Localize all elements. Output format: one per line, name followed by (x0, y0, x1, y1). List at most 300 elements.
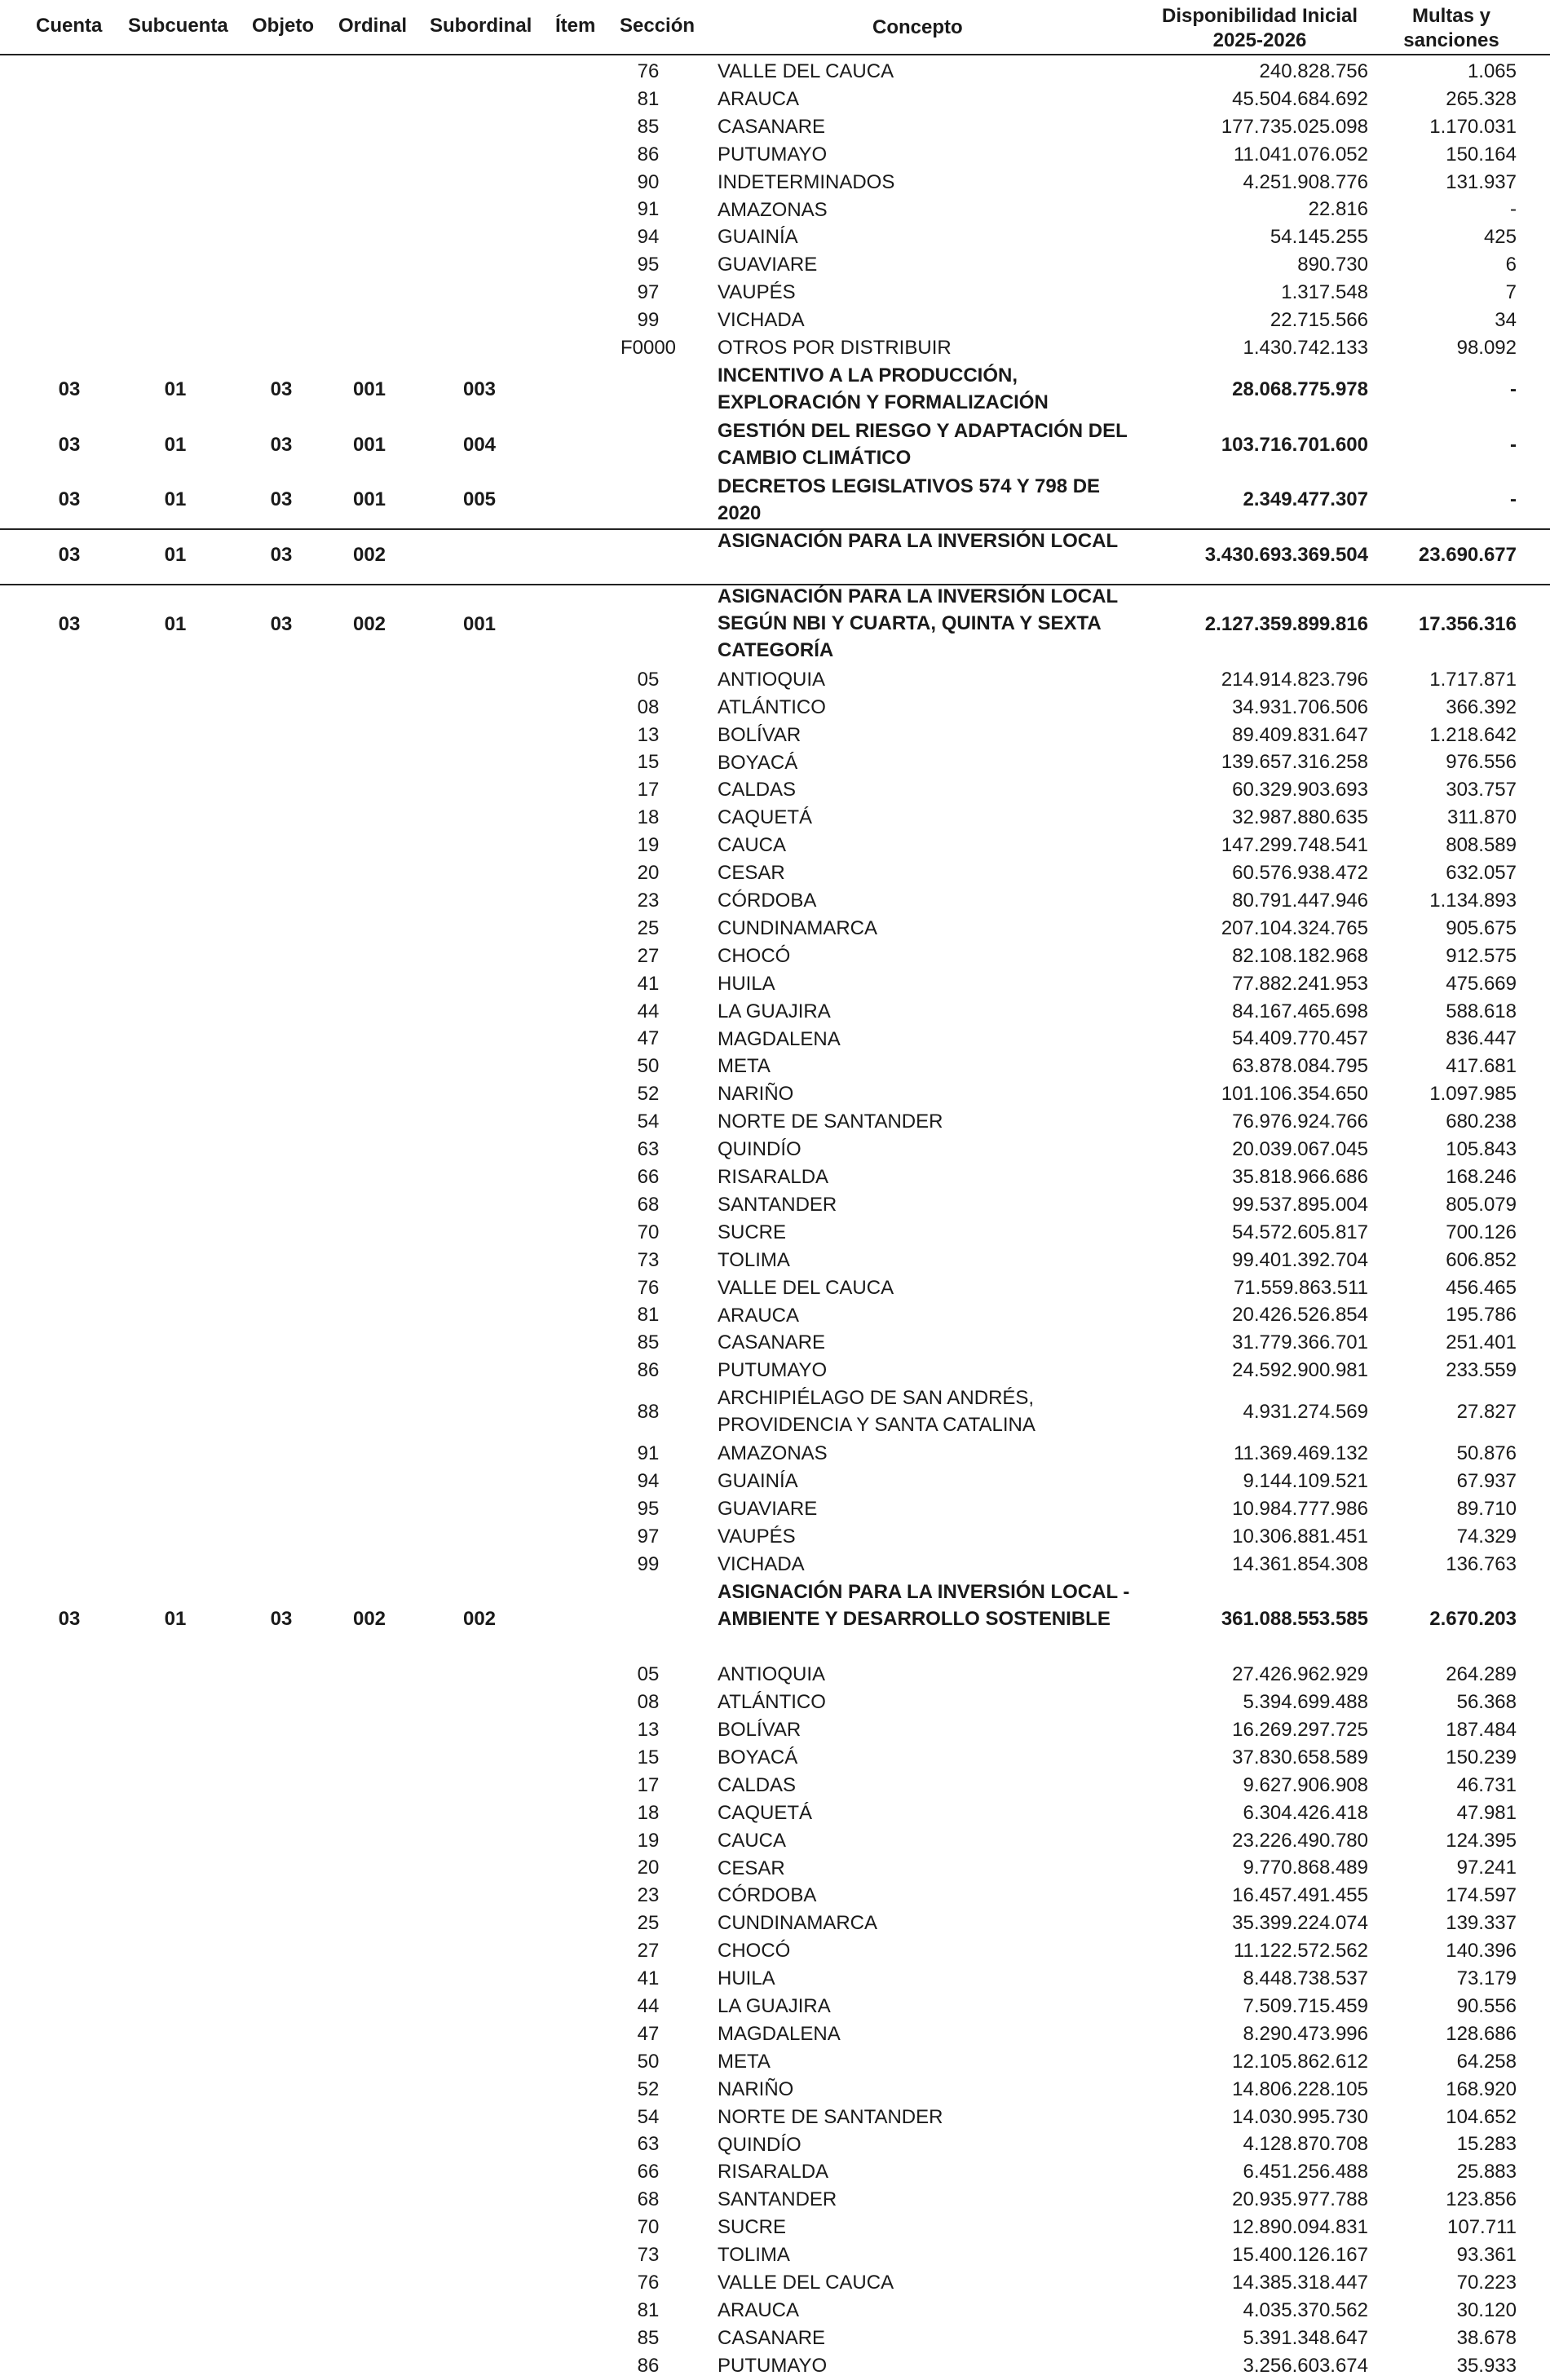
table-row (0, 1164, 1550, 1191)
cell-concepto: RISARALDA (718, 2161, 829, 2184)
cell-concepto: ANTIOQUIA (718, 1663, 826, 1686)
cell-disponibilidad: 4.251.908.776 (1243, 170, 1368, 193)
cell-disponibilidad: 35.818.966.686 (1232, 1165, 1368, 1188)
cell-multas: 7 (1505, 281, 1517, 304)
cell-disponibilidad: 9.144.109.521 (1243, 1469, 1368, 1492)
cell-concepto: OTROS POR DISTRIBUIR (718, 337, 952, 359)
cell-subcuenta: 01 (164, 612, 187, 635)
table-row (0, 334, 1550, 362)
cell-seccion: 08 (637, 1691, 660, 1714)
table-row (0, 2269, 1550, 2297)
cell-disponibilidad: 214.914.823.796 (1221, 668, 1368, 691)
cell-concepto: ARAUCA (718, 87, 800, 110)
cell-multas: 17.356.316 (1418, 612, 1517, 635)
cell-objeto: 03 (270, 433, 293, 456)
header-item: Ítem (555, 15, 596, 37)
cell-multas: 588.618 (1446, 1000, 1517, 1022)
cell-cuenta: 03 (58, 612, 81, 635)
cell-disponibilidad: 24.592.900.981 (1232, 1359, 1368, 1382)
cell-concepto: ASIGNACIÓN PARA LA INVERSIÓN LOCAL SEGÚN NBI Y CUARTA, QUINTA Y SEXTA CATEGORÍA (718, 585, 1118, 662)
cell-disponibilidad: 77.882.241.953 (1232, 972, 1368, 995)
cell-disponibilidad: 147.299.748.541 (1221, 834, 1368, 857)
table-row (0, 1661, 1550, 1689)
cell-subordinal: 003 (462, 378, 497, 400)
cell-seccion: 86 (637, 143, 660, 166)
cell-disponibilidad: 240.828.756 (1259, 60, 1368, 82)
header-ordinal: Ordinal (338, 15, 408, 37)
cell-multas: 93.361 (1456, 2244, 1517, 2267)
cell-disponibilidad: 99.401.392.704 (1232, 1248, 1368, 1271)
table-row (0, 804, 1550, 832)
table-row (0, 887, 1550, 915)
cell-disponibilidad: 22.715.566 (1270, 309, 1368, 332)
cell-multas: 265.328 (1446, 87, 1517, 110)
cell-seccion: 86 (637, 2354, 660, 2377)
cell-seccion: 27 (637, 944, 660, 967)
cell-seccion: 81 (637, 87, 660, 110)
cell-disponibilidad: 8.448.738.537 (1243, 1967, 1368, 1990)
cell-disponibilidad: 35.399.224.074 (1232, 1912, 1368, 1935)
table-row (0, 1108, 1550, 1136)
table-row-heading (0, 1579, 1550, 1662)
cell-seccion: 85 (637, 2326, 660, 2349)
cell-multas: 139.337 (1446, 1912, 1517, 1935)
table-row (0, 666, 1550, 694)
cell-concepto: LA GUAJIRA (718, 1000, 831, 1022)
cell-disponibilidad: 14.030.995.730 (1232, 2105, 1368, 2128)
cell-disponibilidad: 60.329.903.693 (1232, 779, 1368, 801)
cell-disponibilidad: 9.627.906.908 (1243, 1773, 1368, 1796)
cell-concepto: TOLIMA (718, 1248, 790, 1271)
cell-concepto: AMAZONAS (718, 1442, 828, 1464)
cell-multas: 195.786 (1446, 1304, 1517, 1327)
cell-concepto: CAQUETÁ (718, 806, 813, 829)
table-row (0, 58, 1550, 86)
cell-disponibilidad: 4.931.274.569 (1243, 1401, 1368, 1424)
cell-multas: 187.484 (1446, 1718, 1517, 1741)
table-row (0, 1910, 1550, 1937)
cell-seccion: 81 (637, 2298, 660, 2321)
cell-seccion: 23 (637, 889, 660, 912)
header-cuenta: Cuenta (36, 15, 103, 37)
cell-seccion: 52 (637, 1083, 660, 1106)
cell-concepto: VALLE DEL CAUCA (718, 1276, 894, 1299)
cell-disponibilidad: 5.394.699.488 (1243, 1691, 1368, 1714)
cell-objeto: 03 (270, 378, 293, 400)
table-row (0, 1855, 1550, 1883)
cell-concepto: BOLÍVAR (718, 723, 801, 746)
cell-concepto: CALDAS (718, 779, 797, 801)
cell-disponibilidad: 16.457.491.455 (1232, 1884, 1368, 1907)
cell-concepto: LA GUAJIRA (718, 1995, 831, 2017)
cell-disponibilidad: 34.931.706.506 (1232, 695, 1368, 718)
cell-multas: 303.757 (1446, 779, 1517, 801)
cell-disponibilidad: 2.127.359.899.816 (1204, 612, 1368, 635)
cell-seccion: 68 (637, 1193, 660, 1216)
header-multas-line1: Multas y (1411, 5, 1491, 27)
cell-multas: 912.575 (1446, 944, 1517, 967)
cell-disponibilidad: 361.088.553.585 (1221, 1608, 1368, 1631)
cell-disponibilidad: 12.105.862.612 (1232, 2050, 1368, 2073)
cell-concepto: ASIGNACIÓN PARA LA INVERSIÓN LOCAL - AMBIENTE Y DESARROLLO SOSTENIBLE (718, 1580, 1130, 1630)
cell-cuenta: 03 (58, 544, 81, 567)
cell-multas: 1.717.871 (1429, 668, 1517, 691)
table-row (0, 1937, 1550, 1965)
cell-concepto: ARAUCA (718, 1304, 800, 1327)
cell-disponibilidad: 7.509.715.459 (1243, 1994, 1368, 2017)
table-row (0, 832, 1550, 859)
table-row (0, 2076, 1550, 2104)
table-row (0, 1053, 1550, 1080)
cell-concepto: CASANARE (718, 1331, 826, 1354)
cell-subordinal: 001 (462, 612, 497, 635)
table-row (0, 251, 1550, 279)
cell-seccion: 20 (637, 1857, 660, 1879)
cell-seccion: 18 (637, 806, 660, 829)
cell-concepto: CÓRDOBA (718, 1884, 817, 1907)
cell-ordinal: 002 (352, 1608, 386, 1631)
cell-seccion: 25 (637, 916, 660, 939)
cell-multas: 23.690.677 (1418, 544, 1517, 567)
cell-disponibilidad: 99.537.895.004 (1232, 1193, 1368, 1216)
cell-disponibilidad: 84.167.465.698 (1232, 1000, 1368, 1022)
cell-multas: - (1510, 378, 1517, 400)
cell-seccion: 63 (637, 1138, 660, 1161)
cell-multas: 15.283 (1456, 2133, 1517, 2156)
cell-disponibilidad: 2.349.477.307 (1243, 488, 1368, 511)
table-row (0, 1219, 1550, 1247)
cell-multas: 6 (1505, 254, 1517, 276)
header-disponibilidad-line2: 2025-2026 (1212, 29, 1307, 51)
table-row (0, 1965, 1550, 1993)
table-row (0, 2158, 1550, 2186)
cell-multas: - (1510, 433, 1517, 456)
cell-concepto: CAUCA (718, 1829, 787, 1852)
cell-multas: 104.652 (1446, 2105, 1517, 2128)
cell-disponibilidad: 177.735.025.098 (1221, 115, 1368, 138)
cell-disponibilidad: 11.369.469.132 (1233, 1442, 1368, 1464)
cell-seccion: 25 (637, 1912, 660, 1935)
cell-multas: 105.843 (1446, 1138, 1517, 1161)
cell-disponibilidad: 11.041.076.052 (1233, 143, 1368, 166)
cell-concepto: PUTUMAYO (718, 143, 828, 166)
cell-concepto: ATLÁNTICO (718, 695, 826, 718)
cell-seccion: 54 (637, 2105, 660, 2128)
cell-seccion: 08 (637, 695, 660, 718)
cell-seccion: 70 (637, 2216, 660, 2239)
cell-concepto: ANTIOQUIA (718, 668, 826, 691)
table-row (0, 776, 1550, 804)
cell-multas: - (1510, 488, 1517, 511)
cell-concepto: DECRETOS LEGISLATIVOS 574 Y 798 DE 2020 (718, 475, 1101, 524)
table-row (0, 1357, 1550, 1384)
cell-concepto: VICHADA (718, 309, 805, 332)
cell-disponibilidad: 1.317.548 (1281, 281, 1368, 304)
cell-multas: 251.401 (1446, 1331, 1517, 1354)
table-row (0, 1827, 1550, 1855)
table-row (0, 915, 1550, 943)
table-row (0, 2241, 1550, 2269)
cell-seccion: 94 (637, 1469, 660, 1492)
cell-multas: 456.465 (1446, 1276, 1517, 1299)
cell-multas: - (1510, 198, 1517, 221)
cell-disponibilidad: 10.984.777.986 (1232, 1497, 1368, 1520)
table-row (0, 1026, 1550, 1053)
header-disponibilidad-line1: Disponibilidad Inicial (1161, 5, 1358, 27)
cell-concepto: MAGDALENA (718, 2022, 841, 2045)
cell-disponibilidad: 31.779.366.701 (1232, 1331, 1368, 1354)
cell-multas: 366.392 (1446, 695, 1517, 718)
cell-concepto: INCENTIVO A LA PRODUCCIÓN, EXPLORACIÓN Y FORMALIZACIÓN (718, 364, 1049, 413)
cell-seccion: 23 (637, 1884, 660, 1907)
cell-concepto: HUILA (718, 1967, 775, 1990)
cell-multas: 89.710 (1456, 1497, 1517, 1520)
table-row-heading (0, 473, 1550, 528)
cell-concepto: CALDAS (718, 1773, 797, 1796)
cell-disponibilidad: 20.935.977.788 (1232, 2188, 1368, 2211)
table-row (0, 1523, 1550, 1551)
cell-disponibilidad: 8.290.473.996 (1243, 2022, 1368, 2045)
cell-ordinal: 002 (352, 612, 386, 635)
cell-concepto: BOYACÁ (718, 751, 798, 774)
cell-seccion: 70 (637, 1221, 660, 1243)
cell-multas: 1.218.642 (1429, 723, 1517, 746)
cell-seccion: 76 (637, 60, 660, 82)
cell-concepto: PUTUMAYO (718, 1359, 828, 1382)
cell-concepto: HUILA (718, 972, 775, 995)
cell-disponibilidad: 20.039.067.045 (1232, 1138, 1368, 1161)
cell-disponibilidad: 15.400.126.167 (1232, 2244, 1368, 2267)
table-row (0, 1993, 1550, 2020)
table-row (0, 86, 1550, 113)
cell-multas: 90.556 (1456, 1994, 1517, 2017)
cell-disponibilidad: 9.770.868.489 (1243, 1857, 1368, 1879)
cell-seccion: 91 (637, 1442, 660, 1464)
cell-multas: 805.079 (1446, 1193, 1517, 1216)
table-row (0, 1468, 1550, 1495)
cell-seccion: 54 (637, 1111, 660, 1133)
cell-multas: 50.876 (1456, 1442, 1517, 1464)
cell-concepto: CUNDINAMARCA (718, 1912, 878, 1935)
cell-concepto: CASANARE (718, 115, 826, 138)
cell-concepto: GUAVIARE (718, 254, 818, 276)
table-row (0, 970, 1550, 998)
cell-concepto: SUCRE (718, 1221, 787, 1243)
cell-multas: 425 (1483, 226, 1517, 249)
cell-seccion: 73 (637, 2244, 660, 2267)
cell-multas: 128.686 (1446, 2022, 1517, 2045)
table-row (0, 1772, 1550, 1799)
cell-concepto: NARIÑO (718, 2078, 794, 2100)
cell-disponibilidad: 45.504.684.692 (1232, 87, 1368, 110)
cell-concepto: SUCRE (718, 2216, 787, 2239)
cell-multas: 168.920 (1446, 2078, 1517, 2100)
table-row (0, 2297, 1550, 2325)
cell-multas: 233.559 (1446, 1359, 1517, 1382)
header-subcuenta: Subcuenta (128, 15, 228, 37)
table-row (0, 1080, 1550, 1108)
cell-concepto: VAUPÉS (718, 281, 796, 304)
cell-concepto: VALLE DEL CAUCA (718, 60, 894, 82)
cell-concepto: CESAR (718, 862, 785, 885)
cell-multas: 123.856 (1446, 2188, 1517, 2211)
cell-multas: 1.097.985 (1429, 1083, 1517, 1106)
cell-seccion: 20 (637, 862, 660, 885)
cell-multas: 174.597 (1446, 1884, 1517, 1907)
cell-disponibilidad: 22.816 (1308, 198, 1368, 221)
cell-subordinal: 004 (462, 433, 497, 456)
cell-seccion: 05 (637, 1663, 660, 1686)
cell-seccion: 17 (637, 779, 660, 801)
cell-multas: 56.368 (1456, 1691, 1517, 1714)
cell-multas: 475.669 (1446, 972, 1517, 995)
cell-concepto: CASANARE (718, 2326, 826, 2349)
cell-disponibilidad: 20.426.526.854 (1232, 1304, 1368, 1327)
cell-concepto: NARIÑO (718, 1083, 794, 1106)
cell-disponibilidad: 54.572.605.817 (1232, 1221, 1368, 1243)
table-row (0, 2186, 1550, 2214)
cell-seccion: 47 (637, 1027, 660, 1050)
header-multas-line2: sanciones (1403, 29, 1499, 51)
cell-multas: 976.556 (1446, 751, 1517, 774)
cell-disponibilidad: 101.106.354.650 (1221, 1083, 1368, 1106)
cell-seccion: 44 (637, 1994, 660, 2017)
table-row (0, 1744, 1550, 1772)
cell-disponibilidad: 71.559.863.511 (1233, 1276, 1368, 1299)
cell-seccion: F0000 (620, 336, 677, 359)
table-row (0, 279, 1550, 307)
cell-multas: 35.933 (1456, 2354, 1517, 2377)
cell-cuenta: 03 (58, 433, 81, 456)
cell-concepto: GESTIÓN DEL RIESGO Y ADAPTACIÓN DEL CAMBIO CLIMÁTICO (718, 419, 1128, 469)
cell-concepto: TOLIMA (718, 2244, 790, 2267)
cell-disponibilidad: 54.145.255 (1270, 226, 1368, 249)
cell-disponibilidad: 11.122.572.562 (1233, 1940, 1368, 1963)
cell-seccion: 85 (637, 115, 660, 138)
table-row (0, 2352, 1550, 2380)
cell-multas: 98.092 (1456, 336, 1517, 359)
cell-concepto: CAQUETÁ (718, 1801, 813, 1824)
cell-objeto: 03 (270, 544, 293, 567)
cell-multas: 1.065 (1467, 60, 1517, 82)
cell-concepto: PUTUMAYO (718, 2354, 828, 2377)
cell-seccion: 15 (637, 751, 660, 774)
table-row (0, 1495, 1550, 1523)
cell-multas: 140.396 (1446, 1940, 1517, 1963)
cell-multas: 1.134.893 (1429, 889, 1517, 912)
cell-seccion: 76 (637, 1276, 660, 1299)
cell-disponibilidad: 14.361.854.308 (1232, 1552, 1368, 1575)
cell-subordinal: 005 (462, 488, 497, 511)
table-row (0, 2214, 1550, 2241)
table-row (0, 2131, 1550, 2159)
cell-seccion: 27 (637, 1940, 660, 1963)
cell-subcuenta: 01 (164, 1608, 187, 1631)
table-row (0, 113, 1550, 141)
cell-multas: 168.246 (1446, 1165, 1517, 1188)
cell-disponibilidad: 28.068.775.978 (1232, 378, 1368, 400)
cell-seccion: 88 (637, 1401, 660, 1424)
cell-multas: 38.678 (1456, 2326, 1517, 2349)
cell-disponibilidad: 12.890.094.831 (1232, 2216, 1368, 2239)
cell-seccion: 18 (637, 1801, 660, 1824)
cell-concepto: CESAR (718, 1857, 785, 1879)
cell-multas: 632.057 (1446, 862, 1517, 885)
cell-multas: 47.981 (1456, 1801, 1517, 1824)
cell-objeto: 03 (270, 488, 293, 511)
cell-multas: 124.395 (1446, 1829, 1517, 1852)
table-row (0, 2104, 1550, 2131)
cell-concepto: RISARALDA (718, 1166, 829, 1188)
cell-multas: 30.120 (1456, 2298, 1517, 2321)
cell-ordinal: 001 (352, 488, 386, 511)
cell-disponibilidad: 16.269.297.725 (1232, 1718, 1368, 1741)
cell-multas: 74.329 (1456, 1525, 1517, 1548)
cell-concepto: INDETERMINADOS (718, 170, 895, 193)
cell-concepto: QUINDÍO (718, 1138, 801, 1161)
cell-disponibilidad: 76.976.924.766 (1232, 1111, 1368, 1133)
cell-concepto: CHOCÓ (718, 1940, 791, 1963)
cell-seccion: 94 (637, 226, 660, 249)
cell-concepto: ATLÁNTICO (718, 1691, 826, 1714)
cell-seccion: 41 (637, 972, 660, 995)
cell-disponibilidad: 63.878.084.795 (1232, 1055, 1368, 1078)
cell-multas: 264.289 (1446, 1663, 1517, 1686)
header-seccion: Sección (620, 15, 696, 37)
cell-disponibilidad: 4.128.870.708 (1243, 2133, 1368, 2156)
cell-concepto: GUAVIARE (718, 1497, 818, 1520)
table-row (0, 1799, 1550, 1827)
cell-multas: 700.126 (1446, 1221, 1517, 1243)
cell-disponibilidad: 4.035.370.562 (1243, 2298, 1368, 2321)
cell-multas: 27.827 (1456, 1401, 1517, 1424)
cell-concepto: CAUCA (718, 834, 787, 857)
cell-cuenta: 03 (58, 378, 81, 400)
table-row (0, 141, 1550, 169)
table-row-heading (0, 583, 1550, 666)
cell-disponibilidad: 32.987.880.635 (1232, 806, 1368, 829)
cell-concepto: ASIGNACIÓN PARA LA INVERSIÓN LOCAL (718, 530, 1119, 553)
table-row (0, 2020, 1550, 2048)
cell-multas: 905.675 (1446, 916, 1517, 939)
table-row (0, 2048, 1550, 2076)
cell-multas: 67.937 (1456, 1469, 1517, 1492)
cell-cuenta: 03 (58, 488, 81, 511)
cell-concepto: CÓRDOBA (718, 890, 817, 912)
cell-seccion: 90 (637, 170, 660, 193)
cell-seccion: 05 (637, 668, 660, 691)
cell-cuenta: 03 (58, 1608, 81, 1631)
cell-multas: 417.681 (1446, 1055, 1517, 1078)
cell-concepto: ARAUCA (718, 2298, 800, 2321)
cell-seccion: 44 (637, 1000, 660, 1022)
cell-objeto: 03 (270, 1608, 293, 1631)
cell-subcuenta: 01 (164, 433, 187, 456)
cell-multas: 97.241 (1456, 1857, 1517, 1879)
cell-concepto: NORTE DE SANTANDER (718, 2105, 943, 2128)
cell-seccion: 76 (637, 2271, 660, 2294)
cell-concepto: NORTE DE SANTANDER (718, 1111, 943, 1133)
cell-multas: 150.239 (1446, 1746, 1517, 1768)
cell-disponibilidad: 23.226.490.780 (1232, 1829, 1368, 1852)
cell-concepto: VAUPÉS (718, 1525, 796, 1548)
cell-seccion: 68 (637, 2188, 660, 2211)
cell-disponibilidad: 1.430.742.133 (1243, 336, 1368, 359)
cell-disponibilidad: 54.409.770.457 (1232, 1027, 1368, 1050)
table-row-heading (0, 417, 1550, 473)
cell-concepto: ARCHIPIÉLAGO DE SAN ANDRÉS, PROVIDENCIA Y SANTA CATALINA (718, 1387, 1036, 1437)
cell-disponibilidad: 27.426.962.929 (1232, 1663, 1368, 1686)
